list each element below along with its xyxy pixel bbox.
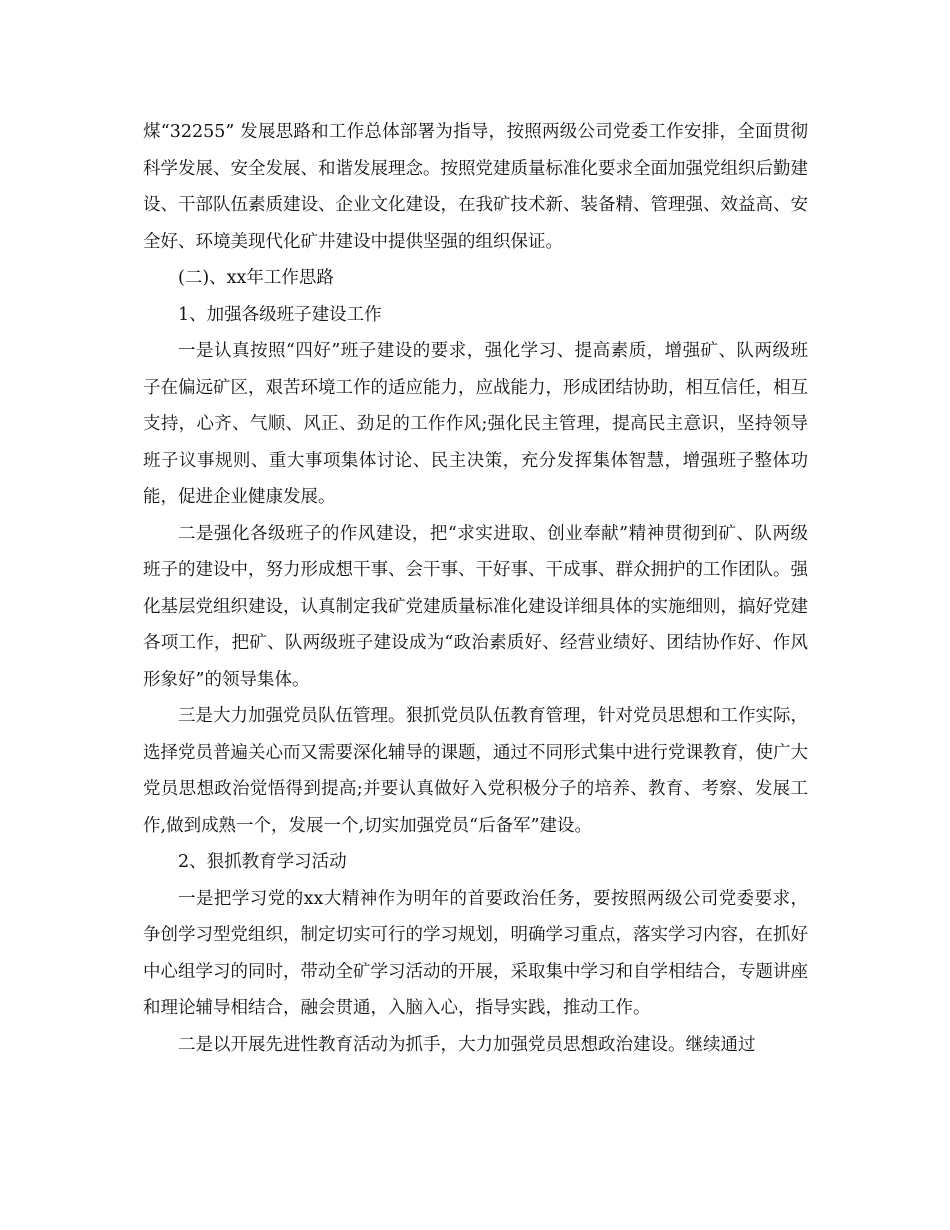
paragraph-advanced-education: 二是以开展先进性教育活动为抓手，大力加强党员思想政治建设。继续通过 <box>178 1034 756 1055</box>
paragraph-four-good-teams: 一是认真按照“四好”班子建设的要求，强化学习、提高素质，增强矿、队两级班子在偏远矿区，艰苦环境工作的适应能力，应战能力，形成团结协助，相互信任，相互支持，心齐、气顺、风正、劲足的工作作风;强化民主管理，提高民主意识，坚持领导班子议事规则、重大事项集体讨论、民主决策，充分发挥集体智慧，增强班子整体功能，促进企业健康发展。 <box>143 341 808 507</box>
paragraph-study-congress-spirit: 一是把学习党的xx大精神作为明年的首要政治任务，要按照两级公司党委要求，争创学习型党组织，制定切实可行的学习规划，明确学习重点，落实学习内容，在抓好中心组学习的同时，带动全矿学习活动的开展，采取集中学习和自学相结合，专题讲座和理论辅导相结合，融会贯通，入脑入心，指导实践，推动工作。 <box>143 888 808 1018</box>
section-heading-work-ideas: (二)、xx年工作思路 <box>178 268 334 288</box>
paragraph-guiding-principles: 煤“32255” 发展思路和工作总体部署为指导，按照两级公司党委工作安排，全面贯彻科学发展、安全发展、和谐发展理念。按照党建质量标准化要求全面加强党组织后勤建设、干部队伍素质建设、企业文化建设，在我矿技术新、装备精、管理强、效益高、安全好、环境美现代化矿井建设中提供坚强的组织保证。 <box>143 122 808 252</box>
document-body <box>143 114 808 1063</box>
paragraph-party-member-management: 三是大力加强党员队伍管理。狠抓党员队伍教育管理，针对党员思想和工作实际，选择党员普遍关心而又需要深化辅导的课题，通过不同形式集中进行党课教育，使广大党员思想政治觉悟得到提高;并要认真做好入党积极分子的培养、教育、考察、发展工作,做到成熟一个，发展一个,切实加强党员“后备军”建设。 <box>143 706 808 836</box>
subheading-education-learning: 2、狠抓教育学习活动 <box>178 852 347 872</box>
subheading-team-building: 1、加强各级班子建设工作 <box>178 304 382 325</box>
paragraph-work-style: 二是强化各级班子的作风建设，把“求实进取、创业奉献”精神贯彻到矿、队两级班子的建设中，努力形成想干事、会干事、干好事、干成事、群众拥护的工作团队。强化基层党组织建设，认真制定我矿党建质量标准化建设详细具体的实施细则，搞好党建各项工作，把矿、队两级班子建设成为“政治素质好、经营业绩好、团结协作好、作风形象好”的领导集体。 <box>143 523 808 690</box>
